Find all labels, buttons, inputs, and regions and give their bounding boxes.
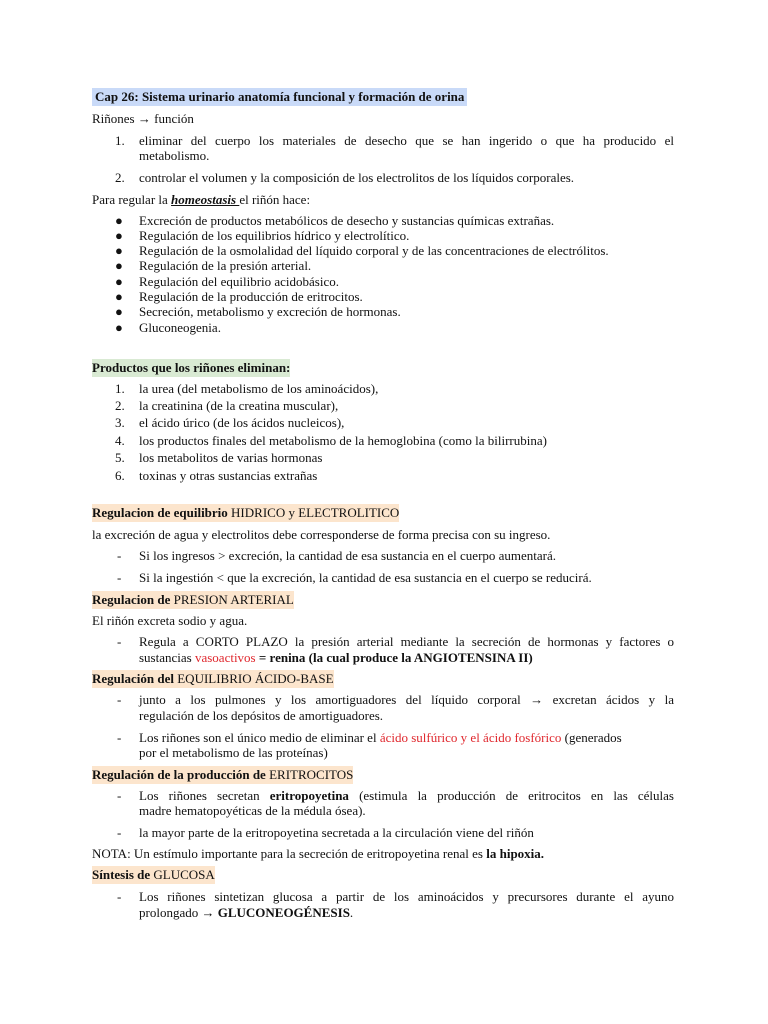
list-item: junto a los pulmones y los amortiguadores del líquido corporal → excretan ácidos y la	[139, 692, 674, 707]
list-number: 6.	[115, 468, 125, 483]
list-item: Si los ingresos > excreción, la cantidad de esa sustancia en el cuerpo aumentará.	[139, 548, 557, 563]
dash-icon: -	[117, 548, 122, 563]
bullet-icon: ●	[115, 243, 123, 258]
list-item: la mayor parte de la eritropoyetina secretada a la circulación viene del riñón	[139, 825, 534, 840]
section-heading-eritrocitos: Regulación de la producción de ERITROCITOS	[92, 767, 354, 782]
list-item: Gluconeogenia.	[139, 320, 221, 335]
list-number: 2.	[115, 170, 125, 185]
list-number: 4.	[115, 433, 125, 448]
highlight-red-text: vasoactivos	[194, 650, 256, 665]
list-item: Regulación de los equilibrios hídrico y electrolítico.	[139, 228, 410, 243]
bullet-icon: ●	[115, 304, 123, 319]
list-item: el ácido úrico (de los ácidos nucleicos),	[139, 415, 345, 430]
section-heading-hidrico: Regulacion de equilibrio HIDRICO y ELECTROLITICO	[92, 505, 400, 520]
list-item: Regulación de la presión arterial.	[139, 258, 312, 273]
dash-icon: -	[117, 825, 122, 840]
chapter-title: Cap 26: Sistema urinario anatomía funcional y formación de orina	[92, 89, 467, 104]
homeostasis-line: Para regular la homeostasis el riñón hace:	[92, 192, 311, 207]
dash-icon: -	[117, 889, 122, 904]
dash-icon: -	[117, 788, 122, 803]
bullet-icon: ●	[115, 258, 123, 273]
presion-intro: El riñón excreta sodio y agua.	[92, 613, 248, 628]
rinones-funcion-line: Riñones → función	[92, 111, 194, 126]
list-number: 5.	[115, 450, 125, 465]
dash-icon: -	[117, 730, 122, 745]
list-item-continuation: sustancias vasoactivos = renina (la cual produce la ANGIOTENSINA II)	[139, 650, 533, 665]
section-heading-glucosa: Síntesis de GLUCOSA	[92, 867, 215, 882]
section-heading-acido-base: Regulación del EQUILIBRIO ÁCIDO-BASE	[92, 671, 334, 686]
list-item: la urea (del metabolismo de los aminoácidos),	[139, 381, 379, 396]
dash-icon: -	[117, 634, 122, 649]
list-item-continuation: prolongado → GLUCONEOGÉNESIS.	[139, 905, 354, 920]
list-item: Regulación del equilibrio acidobásico.	[139, 274, 339, 289]
bullet-icon: ●	[115, 274, 123, 289]
bullet-icon: ●	[115, 228, 123, 243]
list-item-continuation: por el metabolismo de las proteínas)	[139, 745, 328, 760]
list-item: Secreción, metabolismo y excreción de hormonas.	[139, 304, 401, 319]
list-item-continuation: regulación de los depósitos de amortiguadores.	[139, 708, 384, 723]
list-item: los metabolitos de varias hormonas	[139, 450, 323, 465]
eritropoyetina-term: eritropoyetina	[269, 788, 349, 803]
bullet-icon: ●	[115, 289, 123, 304]
list-number: 1.	[115, 381, 125, 396]
list-item: Los riñones son el único medio de eliminar el ácido sulfúrico y el ácido fosfórico (generados	[139, 730, 622, 745]
list-item: Regulación de la producción de eritrocitos.	[139, 289, 363, 304]
list-number: 1.	[115, 133, 125, 148]
list-item-continuation: madre hematopoyéticas de la médula ósea).	[139, 803, 366, 818]
list-item-continuation: metabolismo.	[139, 148, 210, 163]
list-item: Excreción de productos metabólicos de desecho y sustancias químicas extrañas.	[139, 213, 555, 228]
dash-icon: -	[117, 570, 122, 585]
list-item: Los riñones secretan eritropoyetina (estimula la producción de eritrocitos en las células	[139, 788, 674, 803]
list-item: Los riñones sintetizan glucosa a partir de los aminoácidos y precursores durante el ayuno	[139, 889, 674, 904]
list-number: 2.	[115, 398, 125, 413]
hidrico-intro: la excreción de agua y electrolitos debe corresponderse de forma precisa con su ingreso.	[92, 527, 551, 542]
list-item: Regula a CORTO PLAZO la presión arterial mediante la secreción de hormonas y factores o	[139, 634, 674, 649]
section-heading-presion: Regulacion de PRESION ARTERIAL	[92, 592, 294, 607]
list-item: Regulación de la osmolalidad del líquido corporal y de las concentraciones de electrólitos.	[139, 243, 609, 258]
highlight-red-text: ácido sulfúrico y el ácido fosfórico	[379, 730, 562, 745]
bullet-icon: ●	[115, 320, 123, 335]
list-item: Si la ingestión < que la excreción, la cantidad de esa sustancia en el cuerpo se reducirá.	[139, 570, 592, 585]
list-number: 3.	[115, 415, 125, 430]
nota-line: NOTA: Un estímulo importante para la secreción de eritropoyetina renal es la hipoxia.	[92, 846, 545, 861]
dash-icon: -	[117, 692, 122, 707]
section-heading-productos: Productos que los riñones eliminan:	[92, 360, 291, 375]
list-item: toxinas y otras sustancias extrañas	[139, 468, 318, 483]
homeostasis-term: homeostasis	[171, 192, 240, 207]
list-item: eliminar del cuerpo los materiales de desecho que se han ingerido o que ha producido el	[139, 133, 674, 148]
list-item: los productos finales del metabolismo de la hemoglobina (como la bilirrubina)	[139, 433, 547, 448]
bullet-icon: ●	[115, 213, 123, 228]
list-item: controlar el volumen y la composición de los electrolitos de los líquidos corporales.	[139, 170, 575, 185]
list-item: la creatinina (de la creatina muscular),	[139, 398, 339, 413]
